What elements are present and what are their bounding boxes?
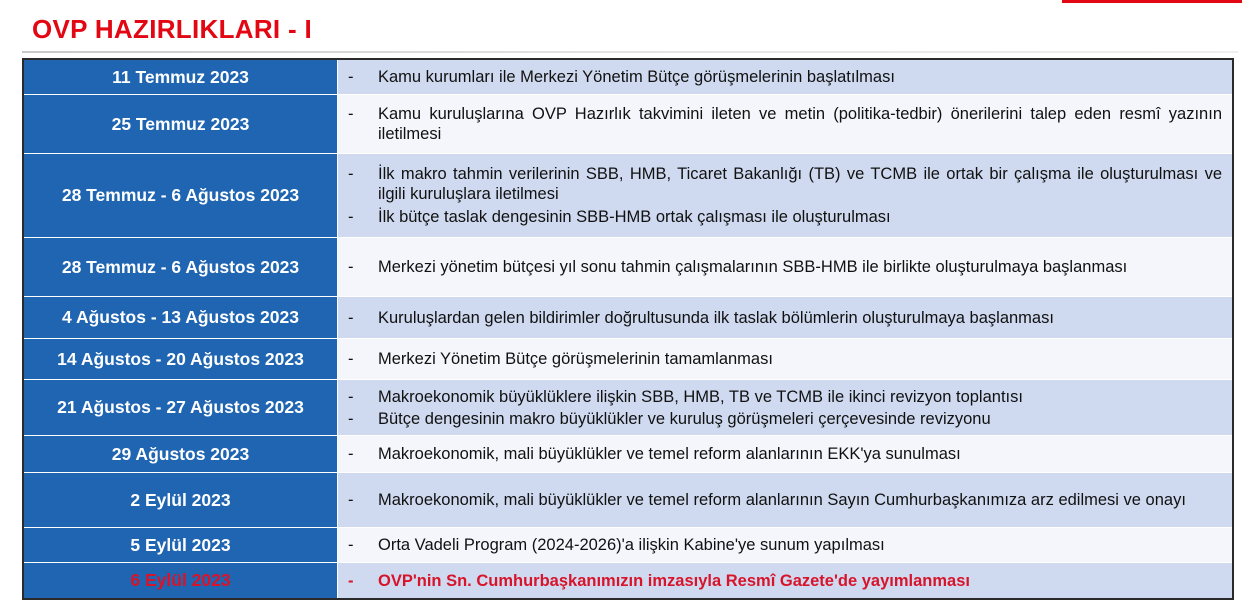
row-date: 28 Temmuz - 6 Ağustos 2023 xyxy=(24,238,338,296)
row-date: 25 Temmuz 2023 xyxy=(24,95,338,153)
row-date: 4 Ağustos - 13 Ağustos 2023 xyxy=(24,297,338,338)
row-description xyxy=(338,238,1232,296)
row-date: 5 Eylül 2023 xyxy=(24,528,338,562)
list-item: - İlk bütçe taslak dengesinin SBB-HMB ortak çalışması ile oluşturulması xyxy=(344,207,1222,227)
row-date: 28 Temmuz - 6 Ağustos 2023 xyxy=(24,154,338,237)
row-description xyxy=(338,473,1232,527)
row-description xyxy=(338,60,1232,94)
table-row xyxy=(24,238,1232,297)
table-row xyxy=(24,380,1232,436)
dash-bullet: - xyxy=(348,387,354,406)
schedule-table xyxy=(22,58,1234,600)
table-row xyxy=(24,436,1232,473)
table-row xyxy=(24,528,1232,563)
row-date: 21 Ağustos - 27 Ağustos 2023 xyxy=(24,380,338,435)
table-row-highlight xyxy=(24,563,1232,598)
list-item: - Kuruluşlardan gelen bildirimler doğrultusunda ilk taslak bölümlerin oluşturulmaya başlanması xyxy=(344,308,1222,328)
row-description xyxy=(338,339,1232,379)
row-date: 29 Ağustos 2023 xyxy=(24,436,338,472)
row-description xyxy=(338,154,1232,237)
row-description xyxy=(338,563,1232,598)
table-row xyxy=(24,297,1232,339)
table-row xyxy=(24,339,1232,380)
list-item: - Orta Vadeli Program (2024-2026)'a ilişkin Kabine'ye sunum yapılması xyxy=(344,535,1222,555)
row-description xyxy=(338,436,1232,472)
top-accent-bar xyxy=(1062,0,1242,3)
list-item: - İlk makro tahmin verilerinin SBB, HMB, Ticaret Bakanlığı (TB) ve TCMB ile ortak bir çalışma ile oluşturulması ve ilgili kuruluşlara iletilmesi xyxy=(344,164,1222,204)
list-item: - Makroekonomik, mali büyüklükler ve temel reform alanlarının Sayın Cumhurbaşkanımıza arz edilmesi ve onayı xyxy=(344,490,1222,510)
table-row xyxy=(24,95,1232,154)
table-row xyxy=(24,60,1232,95)
dash-bullet: - xyxy=(348,208,354,226)
list-item: - Kamu kurumları ile Merkezi Yönetim Bütçe görüşmelerinin başlatılması xyxy=(344,67,1222,87)
row-date: 2 Eylül 2023 xyxy=(24,473,338,527)
list-item: - Makroekonomik, mali büyüklükler ve temel reform alanlarının EKK'ya sunulması xyxy=(344,444,1222,464)
dash-bullet: - xyxy=(348,571,354,590)
dash-bullet: - xyxy=(348,350,354,368)
dash-bullet: - xyxy=(348,445,354,463)
row-description xyxy=(338,528,1232,562)
dash-bullet: - xyxy=(348,536,354,554)
list-item: - Merkezi Yönetim Bütçe görüşmelerinin tamamlanması xyxy=(344,349,1222,369)
list-item: - Merkezi yönetim bütçesi yıl sonu tahmin çalışmalarının SBB-HMB ile birlikte oluşturulmaya başlanması xyxy=(344,257,1222,277)
page-title: OVP HAZIRLIKLARI - I xyxy=(32,14,312,44)
table-row xyxy=(24,154,1232,238)
list-item: - Makroekonomik büyüklüklere ilişkin SBB, HMB, TB ve TCMB ile ikinci revizyon toplantısı xyxy=(344,387,1222,407)
table-row xyxy=(24,473,1232,528)
list-item: - OVP'nin Sn. Cumhurbaşkanımızın imzasıyla Resmî Gazete'de yayımlanması xyxy=(344,571,1222,591)
dash-bullet: - xyxy=(348,105,354,123)
row-date: 14 Ağustos - 20 Ağustos 2023 xyxy=(24,339,338,379)
row-description xyxy=(338,297,1232,338)
dash-bullet: - xyxy=(348,68,354,86)
list-item: - Kamu kuruluşlarına OVP Hazırlık takvimini ileten ve metin (politika-tedbir) önerilerini talep eden resmî yazının iletilmesi xyxy=(344,104,1222,144)
row-date: 11 Temmuz 2023 xyxy=(24,60,338,94)
list-item: - Bütçe dengesinin makro büyüklükler ve kuruluş görüşmeleri çerçevesinde revizyonu xyxy=(344,409,1222,429)
title-divider xyxy=(22,51,1238,53)
row-date: 6 Eylül 2023 xyxy=(24,563,338,598)
dash-bullet: - xyxy=(348,491,354,509)
dash-bullet: - xyxy=(348,308,354,327)
row-description xyxy=(338,95,1232,153)
dash-bullet: - xyxy=(348,165,354,183)
dash-bullet: - xyxy=(348,258,354,276)
row-description xyxy=(338,380,1232,435)
dash-bullet: - xyxy=(348,409,354,428)
